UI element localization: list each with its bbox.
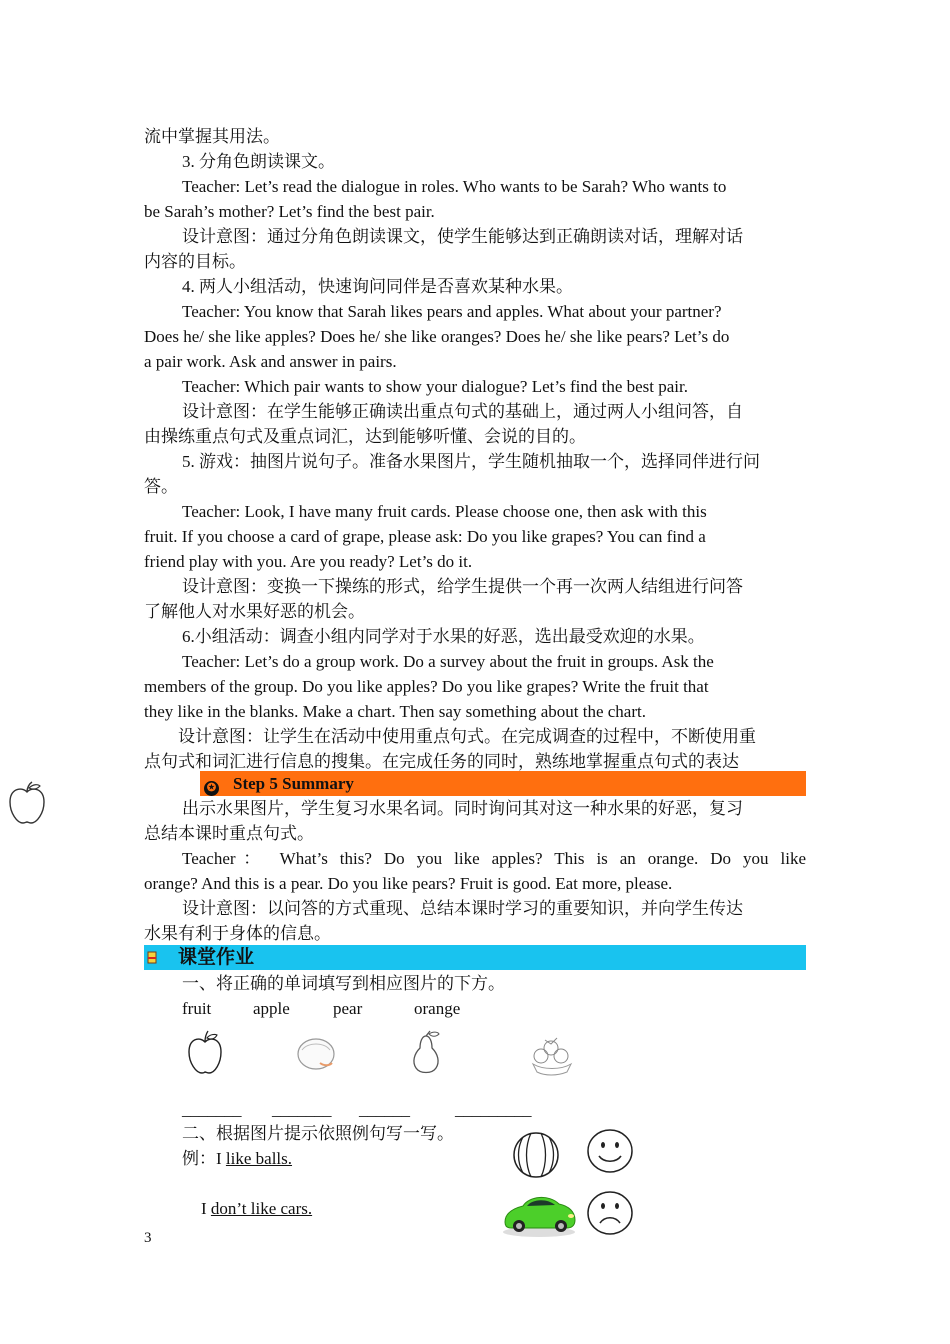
- design-intent-line: 设计意图：以问答的方式重现、总结本课时学习的重要知识，并向学生传达: [182, 899, 743, 918]
- word-apple: apple: [253, 999, 290, 1018]
- paragraph-line: 5. 游戏：抽图片说句子。准备水果图片，学生随机抽取一个，选择同伴进行问: [182, 452, 760, 471]
- design-intent-line: 设计意图：变换一下操练的形式，给学生提供一个再一次两人结组进行问答: [182, 577, 743, 596]
- page-number: 3: [144, 1230, 152, 1246]
- homework-question-1: 一、将正确的单词填写到相应图片的下方。: [182, 974, 505, 993]
- answer-blank-3[interactable]: ______: [359, 1100, 410, 1119]
- paragraph-line: orange? And this is a pear. Do you like pears? Fruit is good. Eat more, please.: [144, 874, 673, 893]
- apple-outline-icon: [6, 780, 48, 826]
- example-sentence: [182, 1146, 292, 1171]
- example-prefix: 例：I: [182, 1149, 226, 1168]
- paragraph-line: Teacher: Let’s read the dialogue in roles. Who wants to be Sarah? Who wants to: [182, 177, 727, 196]
- pear-picture: [408, 1030, 444, 1076]
- sad-face-icon: [586, 1190, 634, 1236]
- word-orange: orange: [414, 999, 461, 1018]
- apple-picture: [186, 1030, 224, 1076]
- example-sentence-2: [201, 1196, 312, 1221]
- design-intent-line: 点句式和词汇进行信息的搜集。在完成任务的同时，熟练地掌握重点句式的表达: [144, 752, 739, 771]
- step-5-summary-header: [200, 771, 806, 796]
- answer-blank-4[interactable]: _________: [455, 1100, 532, 1119]
- design-intent-line: 内容的目标。: [144, 252, 246, 271]
- fruit-basket-picture: [527, 1034, 577, 1076]
- paragraph-line: Does he/ she like apples? Does he/ she like oranges? Does he/ she like pears? Let’s do: [144, 327, 730, 346]
- paragraph-line: they like in the blanks. Make a chart. Then say something about the chart.: [144, 702, 646, 721]
- example-answer: like balls.: [225, 1149, 293, 1168]
- paragraph-line: be Sarah’s mother? Let’s find the best pair.: [144, 202, 435, 221]
- design-intent-line: 由操练重点句式及重点词汇，达到能够听懂、会说的目的。: [144, 427, 586, 446]
- paragraph-line: 4. 两人小组活动，快速询问同伴是否喜欢某种水果。: [182, 277, 573, 296]
- paragraph-line: 6.小组活动：调查小组内同学对于水果的好恶，选出最受欢迎的水果。: [182, 627, 705, 646]
- paragraph-line: friend play with you. Are you ready? Let’s do it.: [144, 552, 473, 571]
- paragraph-line: 总结本课时重点句式。: [144, 824, 314, 843]
- paragraph-line: Teacher: You know that Sarah likes pears and apples. What about your partner?: [182, 302, 722, 321]
- paragraph-line: fruit. If you choose a card of grape, please ask: Do you like grapes? You can find a: [144, 527, 706, 546]
- design-intent-line: 设计意图：让学生在活动中使用重点句式。在完成调查的过程中，不断使用重: [178, 727, 756, 746]
- orange-picture: [296, 1036, 336, 1072]
- homework-title: 课堂作业: [178, 947, 255, 968]
- book-bullet-icon: [147, 951, 157, 964]
- car-picture: [499, 1188, 579, 1240]
- paragraph-line: Teacher: Which pair wants to show your dialogue? Let’s find the best pair.: [182, 377, 688, 396]
- paragraph-line: Teacher: Look, I have many fruit cards. Please choose one, then ask with this: [182, 502, 707, 521]
- homework-header: [144, 945, 806, 970]
- design-intent-line: 水果有利于身体的信息。: [144, 924, 331, 943]
- answer-blank-2[interactable]: _______: [272, 1100, 332, 1119]
- paragraph-line: Teacher: Let’s do a group work. Do a survey about the fruit in groups. Ask the: [182, 652, 714, 671]
- paragraph-line: 答。: [144, 477, 178, 496]
- smiley-face-icon: [586, 1128, 634, 1174]
- paragraph-line: members of the group. Do you like apples? Do you like grapes? Write the fruit that: [144, 677, 709, 696]
- paragraph-line: 流中掌握其用法。: [144, 127, 280, 146]
- ball-picture: [511, 1130, 561, 1180]
- homework-question-2: 二、根据图片提示依照例句写一写。: [182, 1124, 454, 1143]
- paragraph-line: 3. 分角色朗读课文。: [182, 152, 335, 171]
- example-2-prefix: I: [201, 1199, 211, 1218]
- star-bullet-icon: ✪: [204, 781, 219, 796]
- design-intent-line: 设计意图：通过分角色朗读课文，使学生能够达到正确朗读对话，理解对话: [182, 227, 743, 246]
- word-pear: pear: [333, 999, 363, 1018]
- paragraph-line: 出示水果图片，学生复习水果名词。同时询问其对这一种水果的好恶，复习: [182, 799, 743, 818]
- paragraph-line: a pair work. Ask and answer in pairs.: [144, 352, 397, 371]
- example-2-answer: don’t like cars.: [210, 1199, 313, 1218]
- answer-blank-1[interactable]: _______: [182, 1100, 242, 1119]
- step-5-label: Step 5 Summary: [233, 774, 354, 793]
- design-intent-line: 设计意图：在学生能够正确读出重点句式的基础上，通过两人小组问答，自: [182, 402, 743, 421]
- word-fruit: fruit: [182, 999, 212, 1018]
- design-intent-line: 了解他人对水果好恶的机会。: [144, 602, 365, 621]
- paragraph-line: Teacher： What’s this? Do you like apples? This is an orange. Do you like: [182, 849, 806, 868]
